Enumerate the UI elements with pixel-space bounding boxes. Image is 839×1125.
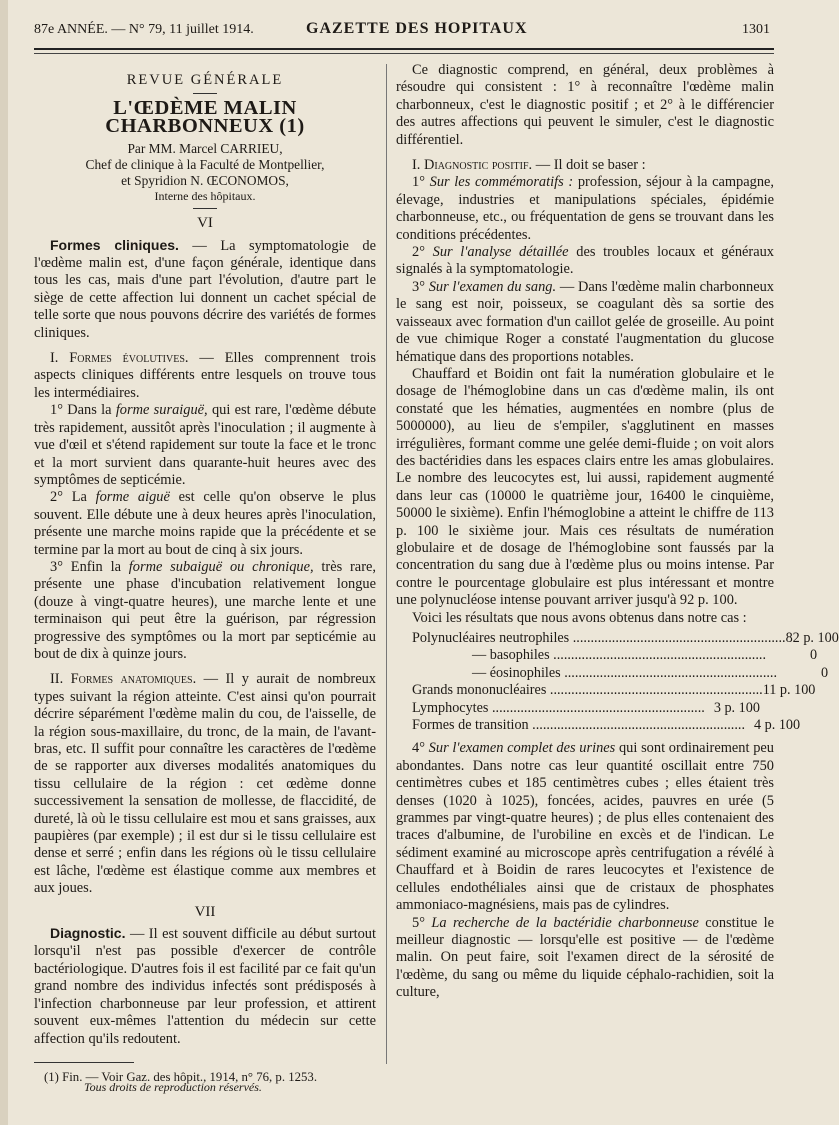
paragraph: 2° Sur l'analyse détaillée des troubles locaux et généraux signalés à la symptomatologie. [396, 244, 774, 278]
table-cell-name: Grands mononucléaires ............................................................ [412, 682, 763, 699]
table-cell-name: Formes de transition ............................................................ [412, 717, 745, 734]
paragraph: Ce diagnostic comprend, en général, deux problèmes à résoudre qui consistent : 1° à reconnaître l'œdème malin charbonneux, c'est le diagnostic positif ; et 2° à le différencier des autres affections qui peuvent le simuler, c'est le diagnostic différentiel. [396, 62, 774, 148]
table-row [412, 682, 816, 699]
paragraph: 5° La recherche de la bactéridie charbonneuse constitue le meilleur diagnostic — lorsqu'elle est positive — de l'œdème malin. On peut faire, soit l'examen direct de la sérosité de l'œdème, du sang ou même du liquide céphalo-rachidien, soit la culture, [396, 914, 774, 1001]
footnote-rule [34, 1062, 134, 1063]
table-cell-value: 0 [821, 664, 829, 681]
issue-info: 87e ANNÉE. — N° 79, 11 juillet 1914. [34, 22, 254, 37]
paragraph: 1° Sur les commémoratifs : profession, séjour à la campagne, élevage, industries et manipulations spéciales, épidémie charbonneuse, etc., ou fréquentation de gens se trouvant dans les conditions précédentes. [396, 174, 775, 243]
header-rule [34, 48, 774, 50]
section-heading: Formes cliniques. [50, 236, 179, 253]
table-row [412, 717, 801, 734]
section-number: VI [197, 215, 213, 232]
column-divider [386, 64, 387, 1064]
table-cell-value: 11 p. 100 [762, 682, 816, 699]
left-column [34, 70, 376, 1086]
divider [193, 93, 217, 94]
table-cell-name: — basophiles ............................................................ [472, 647, 766, 664]
table-cell-value: 3 p. 100 [713, 699, 760, 716]
paragraph: I. Diagnostic positif. — Il doit se baser : [412, 157, 646, 174]
subheading: I. Diagnostic positif. [412, 157, 533, 174]
paragraph: 3° Sur l'examen du sang. — Dans l'œdème malin charbonneux le sang est noir, poisseux, se coagulant dès sa sortie des vaisseaux avec formation d'un caillot gelée de groseille. Au point de vue chimique Roger a constaté l'augmentation du glucose hématique dans des proportions notables. [396, 278, 774, 365]
footer-rights-notice: Tous droits de reproduction réservés. [84, 1080, 262, 1094]
article-title: L'ŒDÈME MALIN CHARBONNEUX (1) [105, 97, 305, 137]
byline-affiliation-2: Interne des hôpitaux. [154, 189, 256, 204]
table-cell-name: Lymphocytes ............................................................ [412, 699, 705, 716]
footnote: (1) Fin. — Voir Gaz. des hôpit., 1914, n° 76, p. 1253. [44, 1069, 318, 1084]
rubric: REVUE GÉNÉRALE [126, 72, 284, 88]
running-header [34, 22, 770, 44]
paragraph: II. Formes anatomiques. — Il y aurait de nombreux types suivant la région atteinte. C'est ainsi qu'on pourrait décrire séparément l'œdème malin du cou, de l'aisselle, de la région sous-maxillaire, du tronc, de la main, de l'avant-bras, etc. Il suffit pour connaître les caractères de l'œdème de se rapporter aux diverses modalités anatomiques du tissu cellulaire de la région : cet œdème donne successivement la sensation de mollesse, de flaccidité, de dureté, là où le tissu cellulaire est mou et sans graisses, aux paupières (par exemple) ; il est dur si le tissu cellulaire est dense et serré ; enfin dans les régions où le tissu cellulaire est lâche, l'œdème est élastique comme aux membres et aux joues. [34, 671, 376, 897]
byline-affiliation-1: Chef de clinique à la Faculté de Montpellier, [85, 157, 325, 173]
byline-author-1: Par MM. Marcel CARRIEU, [127, 141, 283, 157]
paragraph: 3° Enfin la forme subaiguë ou chronique, très rare, présente une phase d'incubation relativement longue (douze à vingt-quatre heures), une marche lente et une terminaison qui peut être la guérison, par régression progressive des symptômes ou la mort par septicémie au bout de dix à quinze jours. [34, 558, 376, 662]
journal-title: GAZETTE DES HOPITAUX [306, 20, 528, 37]
page-number: 1301 [742, 22, 770, 37]
section-number: VII [194, 903, 216, 920]
right-column [396, 62, 839, 1002]
paragraph: Formes cliniques. — La symptomatologie de l'œdème malin est, d'une façon générale, identique dans tous les cas, mais d'une part l'évolution, d'autre part le siège de cette affection lui donnent un cachet spécial de telle sorte que nous pouvons décrire des variétés de formes cliniques. [34, 236, 376, 341]
header-rule-thin [34, 53, 774, 54]
subheading: I. Formes évolutives. [50, 350, 189, 367]
paragraph: 2° La forme aiguë est celle qu'on observe le plus souvent. Elle débute une à deux heures après l'inoculation, présente une marche moins rapide que la précédente et se termine par la mort au bout de cinq à six jours. [34, 489, 376, 558]
table-cell-value: 82 p. 100 [785, 630, 839, 646]
table-row [412, 630, 839, 647]
table-cell-name: — éosinophiles ............................................................ [472, 664, 778, 681]
table-row [412, 664, 829, 682]
divider [193, 208, 217, 209]
paragraph: 4° Sur l'examen complet des urines qui sont ordinairement peu abondantes. Dans notre cas leur quantité oscillait entre 750 centimètres cubes et 185 centimètres cubes ; elles étaient très denses (1020 à 1025), foncées, acides, pauvres en urée (5 grammes par vingt-quatre heures) ; de plus elles contenaient des traces d'albumine, de l'urobiline en excès et de l'indican. Le sédiment examiné au microscope après centrifugation a révélé à Chauffard et à Boidin de rares leucocytes et l'existence de cellules endothéliales ainsi que de cristaux de phosphates ammoniaco-magnésiens, mais pas de cylindres. [396, 740, 774, 914]
paragraph: Diagnostic. — Il est souvent difficile au début surtout lorsqu'il n'est pas possible d'exercer de contrôle bactériologique. D'autres fois il est facilité par ce fait qu'un grand nombre des individus infectés sont prédisposés à l'infection charbonneuse par leur profession, et attirent souvent eux-mêmes l'attention du médecin sur cette affection qu'ils redoutent. [34, 925, 376, 1047]
table-cell-name: Polynucléaires neutrophiles ............................................................ [412, 630, 786, 646]
paragraph: 1° Dans la forme suraiguë, qui est rare, l'œdème débute très rapidement, aussitôt après l'inoculation ; il augmente à vue d'œil et s'étend rapidement sur toute la face et le tronc et la mort survient dans quarante-huit heures avec des symptômes de septicémie. [34, 402, 376, 488]
table-row [412, 647, 818, 664]
leukocyte-table [412, 630, 839, 734]
section-heading: Diagnostic. [50, 925, 126, 942]
table-cell-value: 0 [810, 647, 818, 664]
subheading: II. Formes anatomiques. [50, 671, 197, 688]
table-cell-value: 4 p. 100 [754, 717, 801, 734]
paragraph: Chauffard et Boidin ont fait la numération globulaire et le dosage de l'hémoglobine dans un cas d'œdème malin, ils ont constaté que les hématies, augmentées en nombre (plus de 5000000), au lieu de s'empiler, s'agglutinent en masses irrégulières, formant comme une gelée demi-fluide ; on voit alors des bactéridies dans les espaces clairs entre les amas globulaires. Le nombre des leucocytes est, lui aussi, rapidement augmenté dans leur cas (10000 le quatrième jour, 16400 le cinquième, 50000 le sixième). Enfin l'hémoglobine a atteint le chiffre de 113 p. 100 le sixième jour. Mais ces résultats de numération globulaire et de dosage de l'hémoglobine sont faussés par la concentration du sang due à l'œdème plus ou moins intense. Par contre le pourcentage globulaire est plus intéressant et montre une polynucléose intense pouvant arriver jusqu'à 92 p. 100. [396, 365, 774, 609]
paragraph: I. Formes évolutives. — Elles comprennent trois aspects cliniques différents entre lesquels on trouve tous les intermédiaires. [34, 350, 376, 401]
page-margin-shadow [0, 0, 8, 1125]
paragraph: Voici les résultats que nous avons obtenus dans notre cas : [412, 609, 747, 626]
byline-author-2: et Spyridion N. ŒCONOMOS, [121, 173, 289, 189]
table-row [412, 700, 774, 717]
